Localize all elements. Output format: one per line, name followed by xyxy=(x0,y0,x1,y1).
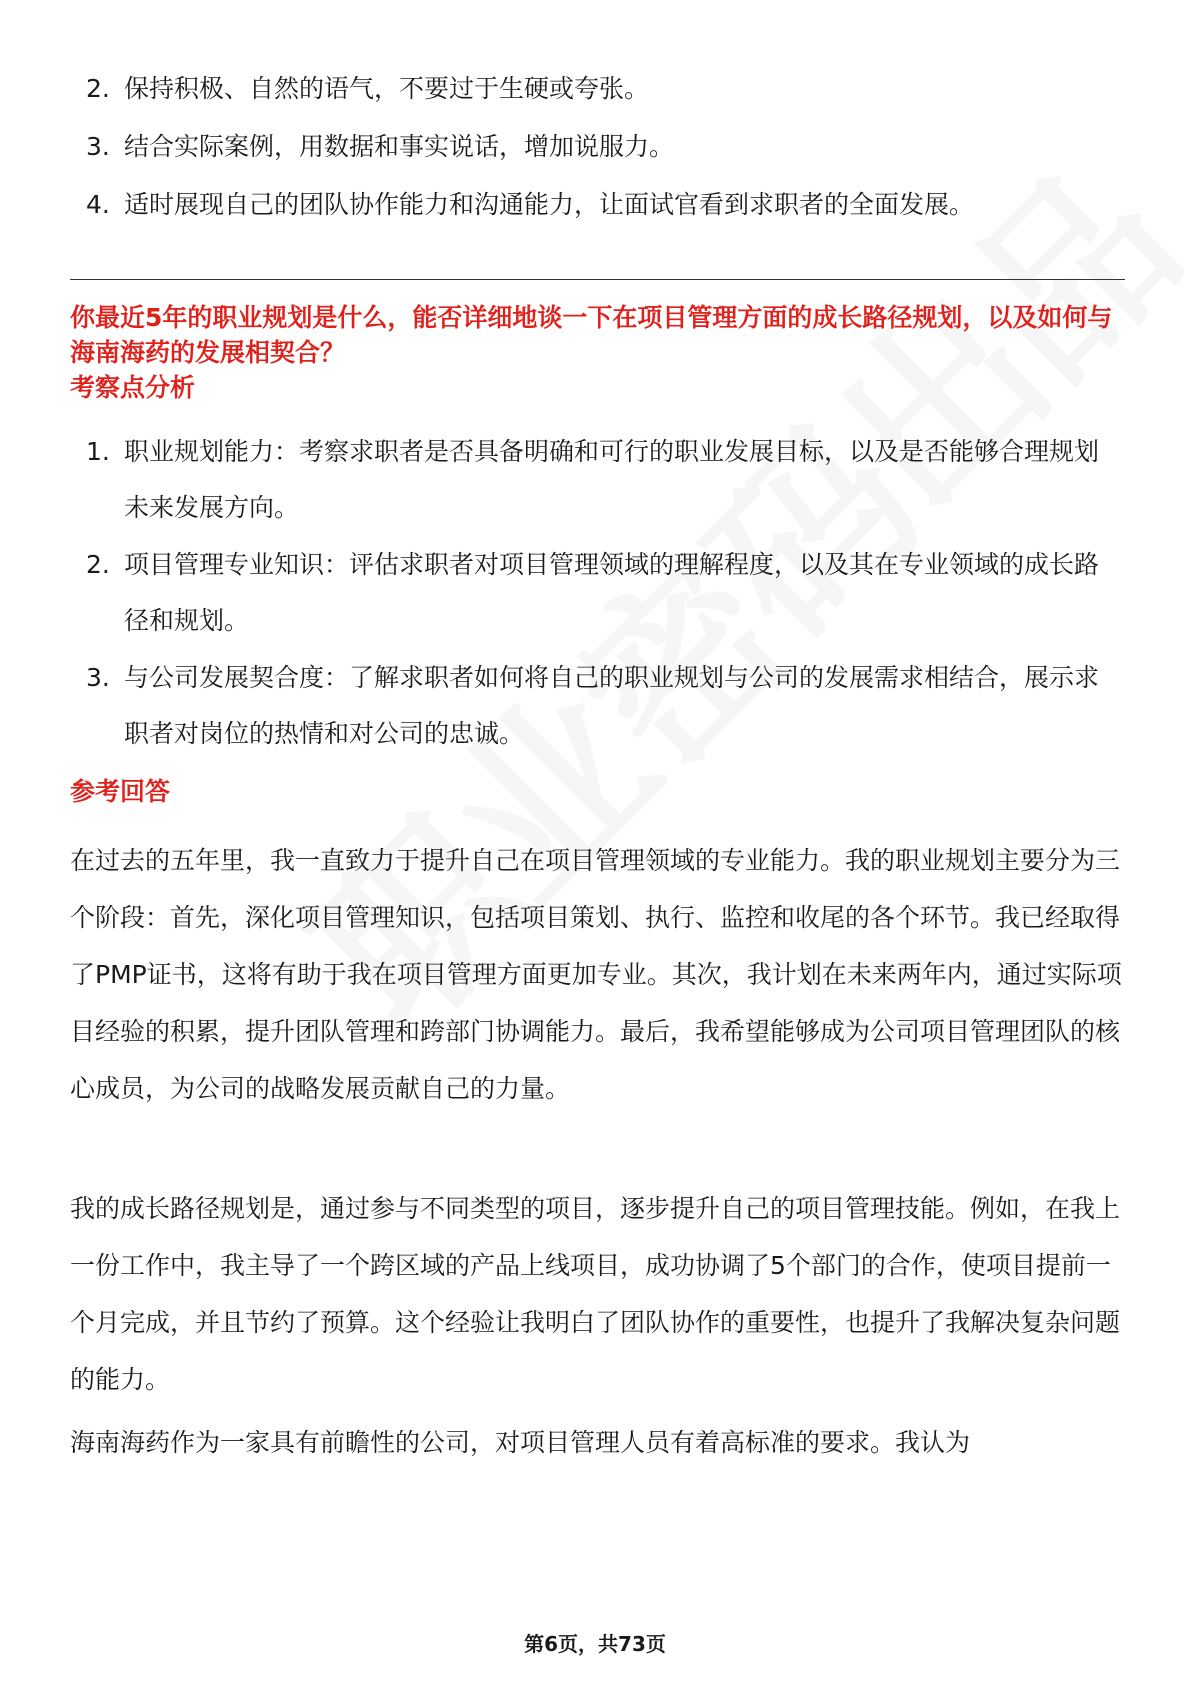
list-number: 3. xyxy=(86,663,110,692)
question-heading: 你最近5年的职业规划是什么，能否详细地谈一下在项目管理方面的成长路径规划，以及如何与海南海药的发展相契合？ xyxy=(70,303,1113,367)
list-item xyxy=(70,424,1120,536)
list-text: 与公司发展契合度：了解求职者如何将自己的职业规划与公司的发展需求相结合，展示求职者对岗位的热情和对公司的忠诚。 xyxy=(124,663,1100,748)
answer-paragraph: 我的成长路径规划是，通过参与不同类型的项目，逐步提升自己的项目管理技能。例如，在我上一份工作中，我主导了一个跨区域的产品上线项目，成功协调了5个部门的合作，使项目提前一个月完成，并且节约了预算。这个经验让我明白了团队协作的重要性，也提升了我解决复杂问题的能力。 xyxy=(70,1194,1121,1394)
answer-paragraph: 海南海药作为一家具有前瞻性的公司，对项目管理人员有着高标准的要求。我认为 xyxy=(70,1428,971,1457)
list-item xyxy=(70,650,1120,762)
list-item xyxy=(70,118,1120,176)
list-item xyxy=(70,537,1120,649)
answer-title: 参考回答 xyxy=(70,777,171,806)
tips-list xyxy=(70,60,1120,234)
list-text: 适时展现自己的团队协作能力和沟通能力，让面试官看到求职者的全面发展。 xyxy=(124,190,975,219)
list-number: 2. xyxy=(86,550,110,579)
analysis-list xyxy=(70,424,1120,763)
page-footer: 第6页，共73页 xyxy=(524,1632,666,1656)
list-number: 3. xyxy=(86,132,110,161)
list-item xyxy=(70,176,1120,234)
list-text: 职业规划能力：考察求职者是否具备明确和可行的职业发展目标，以及是否能够合理规划未来发展方向。 xyxy=(124,437,1100,522)
list-number: 4. xyxy=(86,190,110,219)
list-text: 保持积极、自然的语气，不要过于生硬或夸张。 xyxy=(124,74,650,103)
list-text: 项目管理专业知识：评估求职者对项目管理领域的理解程度，以及其在专业领域的成长路径和规划。 xyxy=(124,550,1100,635)
analysis-title: 考察点分析 xyxy=(70,373,196,402)
list-item xyxy=(70,60,1120,118)
section-divider xyxy=(70,279,1125,280)
answer-paragraph: 在过去的五年里，我一直致力于提升自己在项目管理领域的专业能力。我的职业规划主要分为三个阶段：首先，深化项目管理知识，包括项目策划、执行、监控和收尾的各个环节。我已经取得了PMP证书，这将有助于我在项目管理方面更加专业。其次，我计划在未来两年内，通过实际项目经验的积累，提升团队管理和跨部门协调能力。最后，我希望能够成为公司项目管理团队的核心成员，为公司的战略发展贡献自己的力量。 xyxy=(70,846,1122,1103)
list-number: 1. xyxy=(86,437,110,466)
list-text: 结合实际案例，用数据和事实说话，增加说服力。 xyxy=(124,132,675,161)
list-number: 2. xyxy=(86,74,110,103)
